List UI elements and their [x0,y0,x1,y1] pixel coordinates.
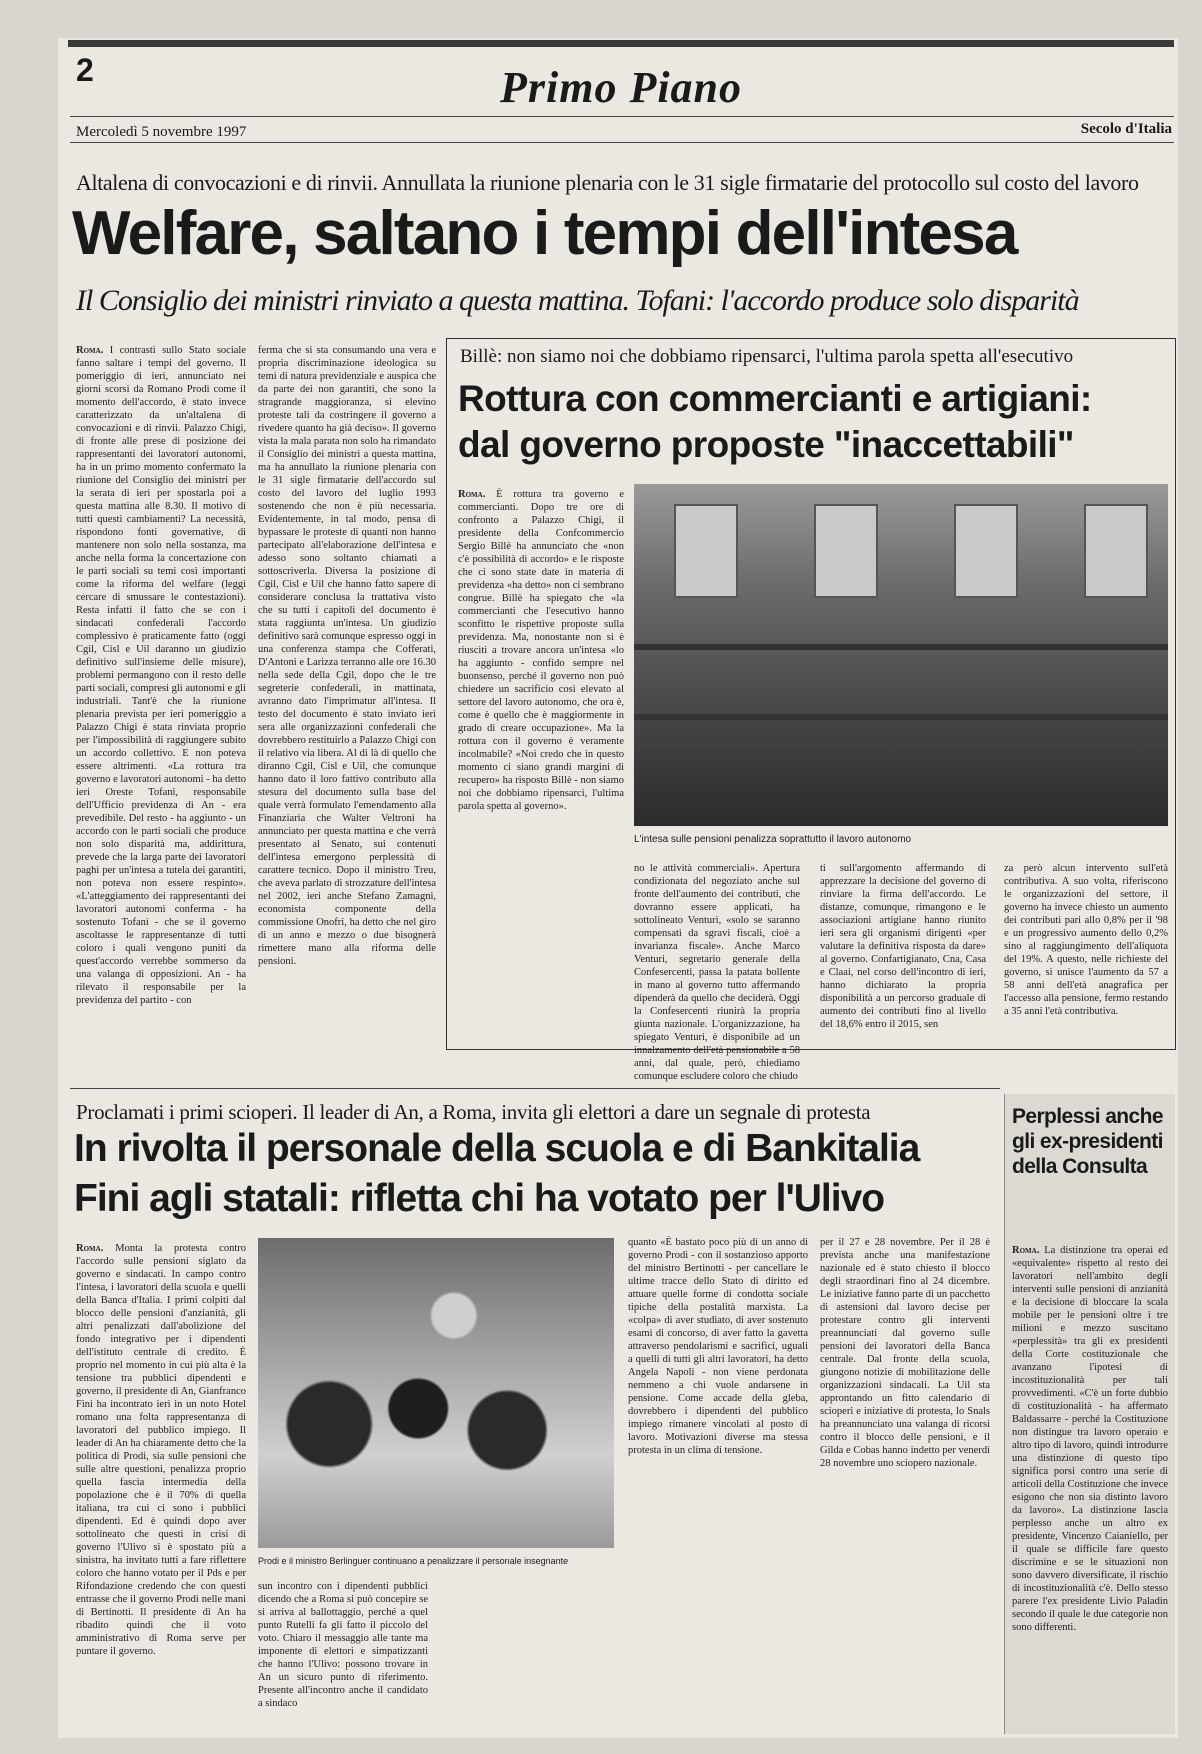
classroom-photo [258,1238,614,1548]
article3-headline-line2: Fini agli statali: rifletta chi ha votato per l'Ulivo [74,1177,885,1220]
article3-headline [74,1124,994,1224]
header-rule [70,116,1174,117]
article1-col1-text: I contrasti sullo Stato sociale fanno saltare i tempi del governo. Il pomeriggio di ieri, annunciato nei giorni scorsi da Romano Prodi come il momento dell'accordo, è stato invece caratterizzato da un'altalena di convocazioni e di rinvii. Palazzo Chigi, di fronte alle prese di posizione dei rappresentanti dei lavoratori autonomi, ha in un primo momento confermato la riunione del Consiglio dei ministri per la serata di ieri per spostarla poi a questa mattina alle 8.30. Il motivo di tutti questi cambiamenti? La necessità, rispondono fonti governative, di mantenere non solo nella sostanza, ma anche nella forma la concertazione con le parti sociali su temi così importanti come la riforma del welfare (leggi cercare di smussare le contestazioni). Resta infatti il fatto che se con i sindacati confederali l'accordo complessivo è praticamente fatto (oggi Cgil, Cisl e Uil daranno un giudizio definitivo sull'insieme delle misure), problemi permangono con il resto delle parti sociali, compresi gli autonomi e gli industriali. Tant'è che la riunione plenaria prevista per ieri pomeriggio a Palazzo Chigi è stata rinviata proprio per l'impossibilità di raggiungere subito un accordo collettivo. E non poteva essere altrimenti. «La rottura tra governo e lavoratori autonomi - ha detto ieri Oreste Tofani, responsabile dell'Ufficio previdenza di An - era prevedibile. Del resto - ha aggiunto - un accordo con le parti sociali che produce non solo disparità ma, addirittura, prevede che la larga parte dei lavoratori paghi per un'intesa a tutela dei garantiti, non poteva non essere respinto». «L'atteggiamento dei rappresentanti dei lavoratori autonomi conferma - ha sostenuto Tofani - che se il governo ascoltasse le rappresentanze di tutti coloro i quali vengono puniti da quest'accordo verrebbe sommerso da una valanga di opposizioni. An - ha rilevato il responsabile per la previdenza del partito - con [76,345,247,1006]
article2-column-1 [458,488,624,860]
article3-column-1 [76,1242,246,1732]
workshop-photo [634,484,1168,826]
article3-col2-text: sun incontro con i dipendenti pubblici dicendo che a Roma si può concepire se si arriva al ballottaggio, perché a quel punto Rutelli fa gli fatto il piccolo del voto. Chiaro il messaggio alle tante ma imponente di elettori e simpatizzanti che hanno l'Ulivo: possono trovare in An un sicuro punto di riferimento. Presente all'incontro anche il candidato a sindaco [258,1581,428,1709]
article3-headline-line1: In rivolta il personale della scuola e di Bankitalia [74,1127,920,1170]
article2-col3-text: ti sull'argomento affermando di apprezzare la decisione del governo di rinviare la firma dell'accordo. Le distanze, comunque, rimangono e le associazioni artigiane hanno riunito ieri sera gli organismi dirigenti «per valutare la definitiva risposta da dare» al governo. Confartigianato, Cna, Casa e Claai, nel corso dell'incontro di ieri, hanno dichiarato la propria disponibilità a un percorso graduale di aumento dei contributi fino al livello del 18,6% entro il 2015, sen [820,863,986,1030]
article2-col1-text: È rottura tra governo e commercianti. Dopo tre ore di confronto a Palazzo Chigi, il presidente della Confcommercio Sergio Billè ha annunciato che «non c'è possibilità di accordo» e le risposte che ci sono state date in materia di previdenza «ha detto» non ci sembrano congrue. Billè ha spiegato che «la commercianti che l'esecutivo hanno sconfitto le rispettive proposte sulla previdenza. Ma, nonostante non si è riusciti a trovare ancora un'intesa «lo ha aggiunto - confido sempre nel buonsenso, perché il governo non può chiedere un sacrificio così elevato al settore del lavoro autonomo, che ora è, come è quello che è maggiormente in grado di creare occupazione». Ma la rottura con il governo è veramente incolmabile? «Noi credo che in questo momento ci siano grandi margini di recupero» ha risposto Billè - non siamo noi che dobbiamo ripensarci, l'ultima parola spetta al governo». [458,489,624,812]
photo-shelf [634,714,1168,720]
photo-window [674,504,738,598]
article2-headline-line1: Rottura con commercianti e artigiani: [458,378,1092,419]
sidebar-title: Perplessi anche gli ex-presidenti della Consulta [1012,1105,1163,1178]
sidebar-text: La distinzione tra operai ed «equivalente» rispetto al resto dei lavoratori nell'ambito degli interventi sulle pensioni di anzianità e la decisione di bloccare la scala mobile per le pensioni oltre i tre milioni e mezzo suscitano «perplessità» tra gli ex presidenti della Corte costituzionale che avanzano l'ipotesi di incostituzionalità per tali provvedimenti. «C'è un forte dubbio di costituzionalità - ha affermato Baldassarre - perché la Costituzione non distingue tra lavoro operaio e altro tipo di lavoro, quindi introdurre una distinzione di questo tipo significa porsi contro una serie di articoli della Costituzione che invece esigono che non sia distinto lavoro da lavoro». La distinzione lascia perplesso anche un altro ex presidente, Vincenzo Caianiello, per il quale se difficile fare questo discrimine e se le situazioni non sono davvero diversificate, il rischio di incostituzionalità c'è. Dello stesso parere l'ex presidente Livio Paladin secondo il quale le due categorie non sono differenti. [1012,1245,1168,1633]
section-divider [70,1088,1000,1089]
photo-shelf [634,644,1168,650]
article1-headline: Welfare, saltano i tempi dell'intesa [72,199,1017,268]
article3-kicker: Proclamati i primi scioperi. Il leader di An, a Roma, invita gli elettori a dare un segnale di protesta [76,1100,871,1124]
page-number: 2 [76,52,94,88]
article2-dateline: Roma. [458,489,486,500]
article1-dateline: Roma. [76,345,104,356]
article1-column-2 [258,344,436,1074]
article3-column-2 [258,1580,428,1730]
photo-window [954,504,1018,598]
newspaper-name: Secolo d'Italia [1080,121,1172,137]
header-rule-bottom [70,142,1174,143]
article2-column-4 [1004,862,1168,1072]
article3-col4-text: per il 27 e 28 novembre. Per il 28 è prevista anche una manifestazione nazionale ed è stato chiesto il blocco degli straordinari fino al 24 dicembre. Le iniziative fanno parte di un pacchetto di astensioni dal lavoro decise per protestare contro gli interventi preannunciati dal governo sulle pensioni dei lavoratori della Banca centrale. Dal fronte della scuola, giungono notizie di mobilitazione delle organizzazioni sindacali. La Uil sta approntando un fitto calendario di scioperi e iniziative di protesta, lo Snals ha preannunciato una valanga di ricorsi contro il blocco delle pensioni, e il Gilda e Cobas hanno indetto per venerdì 28 novembre uno sciopero nazionale. [820,1237,990,1469]
article2-column-2 [634,862,800,1082]
photo-window [814,504,878,598]
article3-dateline: Roma. [76,1243,104,1254]
article2-photo-caption: L'intesa sulle pensioni penalizza soprattutto il lavoro autonomo [634,834,912,845]
issue-date: Mercoledì 5 novembre 1997 [76,124,247,140]
article1-subhead: Il Consiglio dei ministri rinviato a questa mattina. Tofani: l'accordo produce solo disparità [76,284,1079,317]
article3-col1-text: Monta la protesta contro l'accordo sulle pensioni siglato da governo e sindacati. In campo contro l'intesa, i lavoratori della scuola e quelli della Banca d'Italia. I primi colpiti dal blocco delle pensioni d'anzianità, gli altri penalizzati dall'abolizione del fondo integrativo per i dipendenti dell'istituto centrale di credito. È proprio nel momento in cui più alta è la tensione tra pubblici dipendenti e governo, il presidente di An, Gianfranco Fini ha incontrato ieri in un noto Hotel romano una folta rappresentanza di lavoratori del pubblico impiego. Il leader di An ha chiaramente detto che la politica di Prodi, sia sulle pensioni che sulle altre questioni, penalizza proprio quella fascia intermedia della popolazione che è il 70% di quella italiana, tra cui ci sono i pubblici dipendenti. Ed è quindi dopo aver sottolineato che questi in crisi di governo l'Ulivo si è spostato più a sinistra, ha invitato tutti a fare riflettere coloro che hanno votato per il Pds e per Rifondazione credendo che con questi entrasse che il governo Prodi nelle mani di Bertinotti. Il presidente di An ha ribadito quindi che il voto amministrativo di Roma serve per puntare il governo. [76,1243,246,1657]
article3-column-3 [628,1236,808,1732]
article2-col4-text: za però alcun intervento sull'età contributiva. A suo volta, riferiscono le organizzazioni del settore, il governo ha invece chiesto un aumento dei contributi pari allo 0,8% per il '98 e un progressivo aumento dello 0,2% sino al raggiungimento dell'aliquota del 19%. A questo, nelle richieste del governo, si unisce l'aumento da 57 a 58 anni dell'età anagrafica per l'accesso alla pensione, fermo restando a 35 anni l'età contributiva. [1004,863,1168,1017]
article1-column-1 [76,344,246,1074]
article1-col2-text: ferma che si sta consumando una vera e propria discriminazione ideologica su temi di natura previdenziale e auspica che da parte dei non garantiti, che sono la stragrande maggioranza, si elevino proteste tali da costringere il governo a rivedere quanto ha già deciso». Il governo vista la mala parata non solo ha rimandato il Consiglio dei ministri a questa mattina, ma ha annullato la riunione plenaria con le 31 sigle firmatarie dell'accordo sul costo del lavoro del luglio 1993 sostenendo che non è più necessaria. Evidentemente, in tal modo, pensa di bypassare le proteste di quanti non hanno partecipato all'elaborazione dell'intesa e adesso sono soltanto chiamati a sottoscriverla. Diversa la posizione di Cgil, Cisl e Uil che hanno fatto sapere di considerare conclusa la trattativa visto che su tutti i capitoli del documento è stata raggiunta un'intesa. Un giudizio definitivo sarà comunque espresso oggi in una conferenza stampa che Cofferati, D'Antoni e Larizza terranno alle ore 16.30 nella sede della Cgil, dopo che le tre segreterie confederali, in mattinata, avranno dato l'imprimatur all'intesa. Il testo del documento è stato inviato ieri sera alle organizzazioni confederali che dovrebbero restituirlo a Palazzo Chigi con il relativo via libera. Al di là di quello che diranno Cgil, Cisl e Uil, che comunque hanno dato il loro fattivo contributo alla stesura del documento sulla base del quale verrà formulato l'emendamento alla Finanziaria che Walter Veltroni ha annunciato per questa mattina e che verrà presentato al Senato, sui contenuti dell'intesa emergono perplessità di carattere tecnico. Dopo il ministro Treu, che aveva parlato di strozzature dell'intesa nel 2002, ieri anche Stefano Zamagni, economista componente della commissione Onofri, ha detto che nel giro di un anno e mezzo o due bisognerà rimettere mano alla riforma delle pensioni. [258,345,436,967]
sidebar-column [1012,1244,1168,1732]
article3-photo-caption: Prodi e il ministro Berlinguer continuano a penalizzare il personale insegnante [258,1556,569,1566]
article2-kicker: Billè: non siamo noi che dobbiamo ripensarci, l'ultima parola spetta all'esecutivo [460,346,1074,367]
article2-headline-line2: dal governo proposte "inaccettabili" [458,424,1074,465]
article1-kicker: Altalena di convocazioni e di rinvii. Annullata la riunione plenaria con le 31 sigle firmatarie del protocollo sul costo del lavoro [76,170,1139,195]
article2-headline [458,376,1168,468]
article3-col3-text: quanto «È bastato poco più di un anno di governo Prodi - con il sostanzioso apporto del ministro Bertinotti - per cancellare le ultime tracce dello Stato di diritto ed attuare quelle forme di condotta sociale tipiche della postalità marxista. La «colpa» di aver studiato, di aver sostenuto esami di concorso, di aver fatto la gavetta attraverso pendolarismi e sacrifici, uguali a quelli di tutti gli altri lavoratori, ha detto Angela Napoli - non viene perdonata nemmeno a chi vuole andarsene in pensione. Come accade della gleba, dovrebbero i dipendenti del pubblico impiego rimanere vincolati al posto di lavoro. Motivazioni diverse ma stessa protesta in un clima di tensione. [628,1237,808,1456]
photo-window [1084,504,1148,598]
top-rule [68,40,1174,47]
article3-column-4 [820,1236,990,1732]
article2-column-3 [820,862,986,1072]
article2-col2-text: no le attività commerciali». Apertura condizionata del negoziato anche sul fronte dell'aumento dei contributi, che dovranno essere applicati, ha sottolineato Venturi, «solo se saranno compensati da sgravi fiscali, cioè a invarianza fiscale». Anche Marco Venturi, segretario generale della Confesercenti, passa la patata bollente in mano al governo tutto affermando dipenderà da quello che deciderà. Oggi la Confesercenti riunirà la propria giunta nazionale. L'organizzazione, ha spiegato Venturi, è disponibile ad un innalzamento dell'età pensionabile a 58 anni, dal quale, però, chiediamo comunque escludere coloro che chiudo [634,863,800,1082]
sidebar-dateline: Roma. [1012,1245,1040,1256]
section-title: Primo Piano [500,63,743,112]
